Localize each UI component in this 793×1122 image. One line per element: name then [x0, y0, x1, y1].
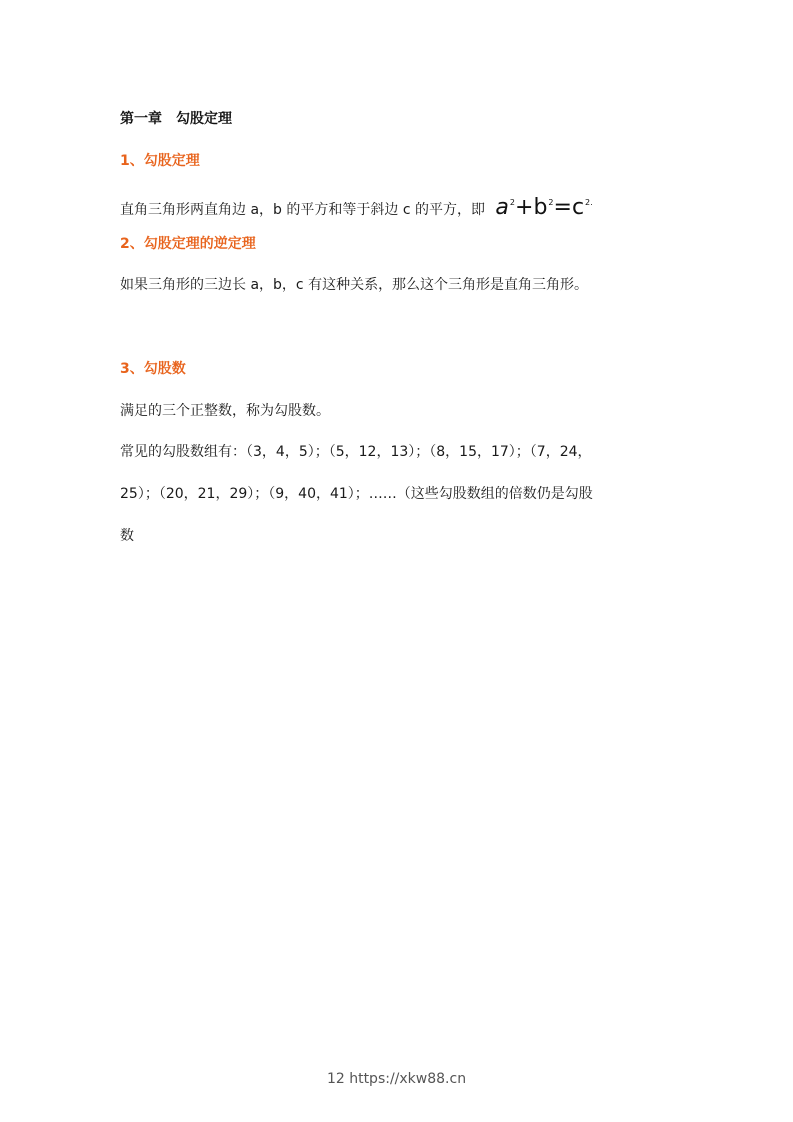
page-footer: 12 https://xkw88.cn	[326, 1071, 467, 1087]
theorem-paragraph	[120, 188, 593, 218]
triples-list-line-2: 25）；（20，21，29）；（9，40，41）；……（这些勾股数组的倍数仍是勾股	[120, 486, 593, 502]
formula-end-dot: .	[590, 198, 593, 207]
formula-equals: =	[553, 195, 572, 220]
formula-b: b	[533, 195, 548, 220]
formula-plus: +	[515, 195, 534, 220]
triples-list-line-1: 常见的勾股数组有：（3，4，5）；（5，12，13）；（8，15，17）；（7，24，	[120, 444, 592, 460]
section-heading-pythagorean-theorem: 1、勾股定理	[120, 153, 200, 169]
theorem-text: 直角三角形两直角边 a，b 的平方和等于斜边 c 的平方，即	[120, 202, 490, 218]
section-heading-converse-theorem: 2、勾股定理的逆定理	[120, 236, 256, 252]
formula-a-exponent: 2	[509, 198, 515, 207]
pythagorean-formula	[495, 188, 592, 225]
triples-list-line-3: 数	[120, 528, 134, 544]
section-heading-pythagorean-triples: 3、勾股数	[120, 361, 186, 377]
formula-c-exponent: 2	[585, 198, 591, 207]
chapter-title: 第一章 勾股定理	[120, 111, 232, 127]
triples-definition-line: 满足的三个正整数，称为勾股数。	[120, 403, 330, 419]
formula-b-exponent: 2	[548, 198, 554, 207]
formula-a: a	[495, 195, 509, 220]
formula-c: c	[571, 195, 585, 220]
converse-paragraph: 如果三角形的三边长 a，b，c 有这种关系，那么这个三角形是直角三角形。	[120, 277, 589, 293]
